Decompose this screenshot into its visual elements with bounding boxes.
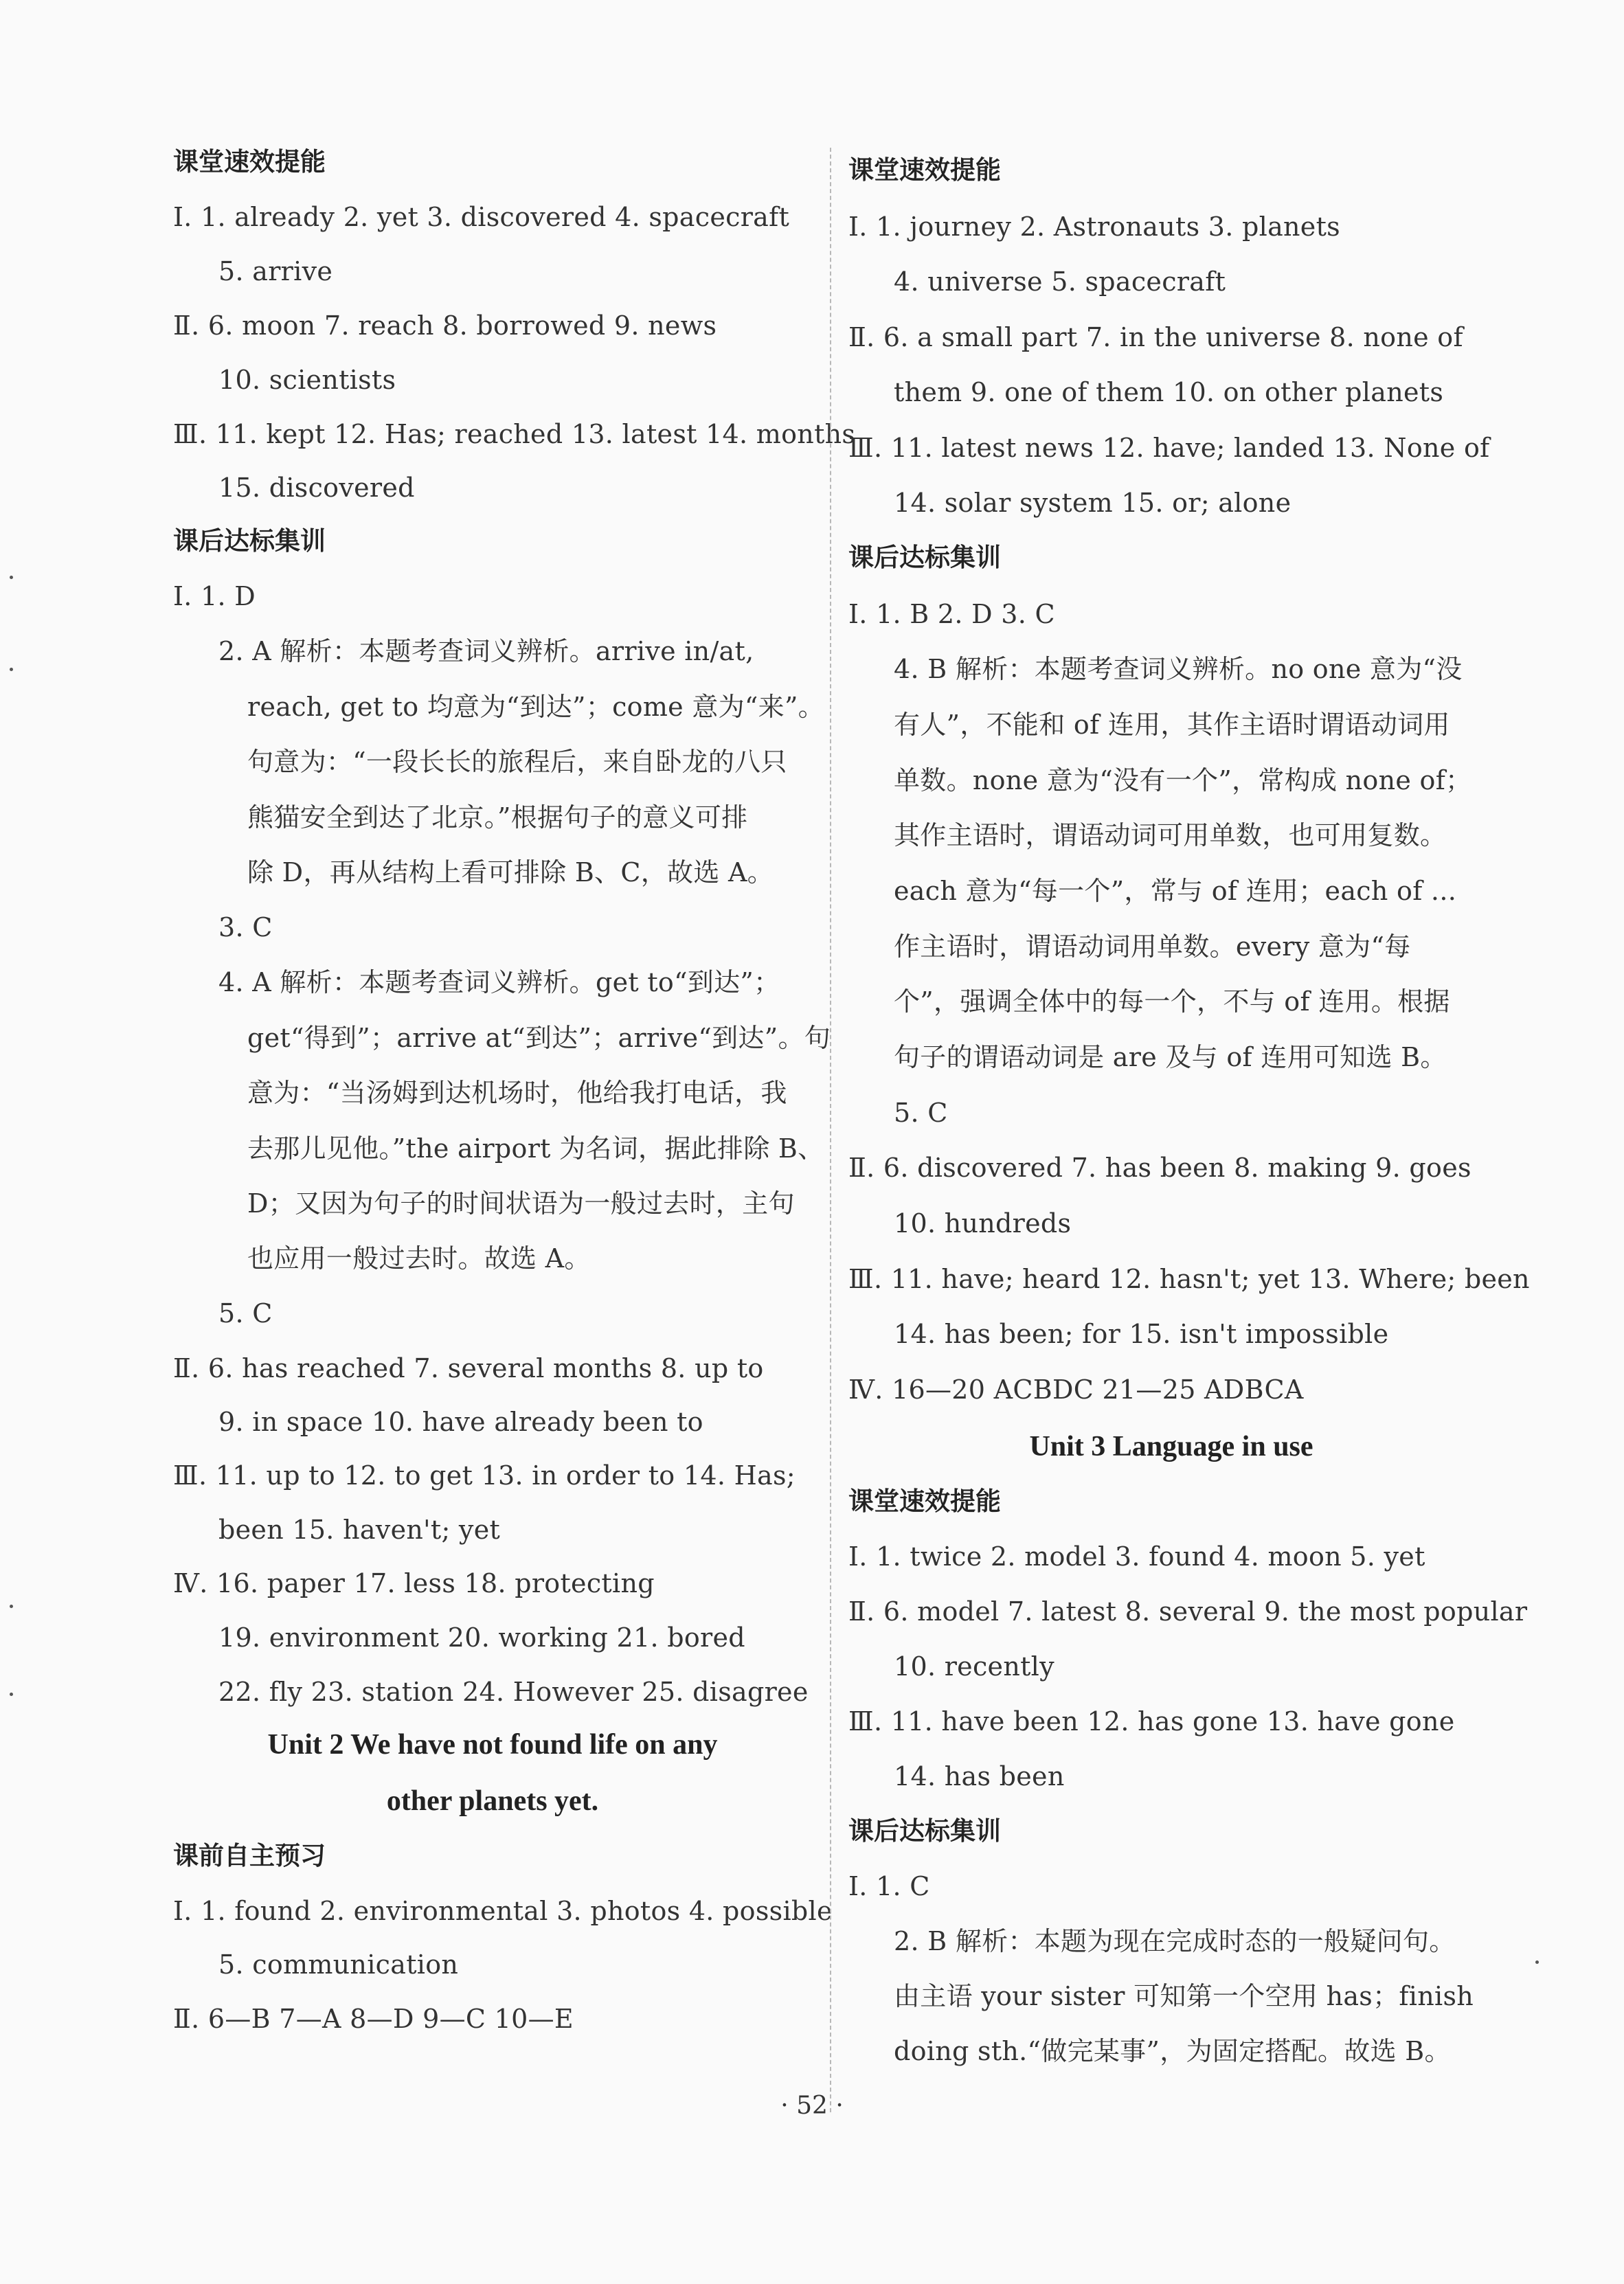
explanation-line: 也应用一般过去时。故选 A。 [247,1243,591,1274]
explanation-line: D；又因为句子的时间状语为一般过去时，主句 [247,1188,795,1219]
scan-speck [10,1605,13,1608]
answer-line: Ⅱ. 6—B 7—A 8—D 9—C 10—E [173,2004,574,2034]
answer-line: 19. environment 20. working 21. bored [218,1622,745,1653]
answer-line: Ⅰ. 1. journey 2. Astronauts 3. planets [848,212,1340,242]
answer-line: Ⅲ. 11. have; heard 12. hasn't; yet 13. Where; been [848,1264,1530,1294]
answer-line: 4. universe 5. spacecraft [894,267,1226,297]
explanation-line: 句意为：“一段长长的旅程后，来自卧龙的八只 [247,747,787,777]
explanation-line: reach, get to 均意为“到达”；come 意为“来”。 [247,692,824,722]
answer-line: 14. solar system 15. or; alone [894,488,1292,518]
explanation-line: 有人”，不能和 of 连用，其作主语时谓语动词用 [894,710,1450,740]
answer-line: Ⅲ. 11. latest news 12. have; landed 13. None of [848,433,1490,463]
answer-line: Ⅱ. 6. model 7. latest 8. several 9. the most popular [848,1596,1528,1627]
explanation-line: each 意为“每一个”，常与 of 连用；each of ... [894,876,1457,906]
answer-line: Ⅳ. 16—20 ACBDC 21—25 ADBCA [848,1375,1304,1405]
scan-speck [10,668,13,671]
explanation-line: 其作主语时，谓语动词可用单数，也可用复数。 [894,820,1447,850]
answer-line: 4. B 解析：本题考查词义辨析。no one 意为“没 [894,654,1463,684]
explanation-line: 意为：“当汤姆到达机场时，他给我打电话，我 [247,1078,787,1108]
answer-line: Ⅰ. 1. D [173,581,256,611]
unit-title-continued: other planets yet. [386,1785,599,1817]
answer-line: been 15. haven't; yet [218,1515,501,1545]
answer-line: 2. B 解析：本题为现在完成时态的一般疑问句。 [894,1926,1456,1956]
answer-line: 22. fly 23. station 24. However 25. disagree [218,1677,809,1707]
answer-line: Ⅳ. 16. paper 17. less 18. protecting [173,1568,655,1598]
section-heading-after-class: 课后达标集训 [173,526,326,556]
scan-speck [10,1693,13,1696]
answer-line: Ⅰ. 1. twice 2. model 3. found 4. moon 5. yet [848,1541,1425,1572]
answer-line: Ⅲ. 11. up to 12. to get 13. in order to 14. Has; [173,1460,796,1491]
explanation-line: 单数。none 意为“没有一个”，常构成 none of； [894,765,1472,795]
answer-line: 10. recently [894,1651,1055,1682]
answer-line: 2. A 解析：本题考查词义辨析。arrive in/at, [218,636,754,666]
section-heading-after-class: 课后达标集训 [848,1816,1001,1846]
explanation-line: 作主语时，谓语动词用单数。every 意为“每 [894,931,1411,962]
answer-line: Ⅱ. 6. discovered 7. has been 8. making 9. goes [848,1153,1471,1183]
answer-line: Ⅲ. 11. kept 12. Has; reached 13. latest 14. months [173,419,856,449]
answer-line: 9. in space 10. have already been to [218,1407,703,1437]
section-heading-classroom: 课堂速效提能 [848,155,1001,185]
answer-line: 14. has been [894,1761,1065,1791]
unit-title: Unit 3 Language in use [1029,1431,1313,1462]
explanation-line: 个”，强调全体中的每一个，不与 of 连用。根据 [894,986,1450,1017]
explanation-line: 熊猫安全到达了北京。”根据句子的意义可排 [247,802,748,833]
explanation-line: 由主语 your sister 可知第一个空用 has；finish [894,1981,1474,2011]
section-heading-after-class: 课后达标集训 [848,543,1001,572]
section-heading-classroom: 课堂速效提能 [173,147,326,177]
explanation-line: 去那儿见他。”the airport 为名词，据此排除 B、 [247,1133,824,1164]
answer-line: Ⅱ. 6. has reached 7. several months 8. up to [173,1353,764,1383]
answer-line: 3. C [218,912,273,942]
answer-line: 5. C [894,1098,948,1128]
answer-line: Ⅱ. 6. a small part 7. in the universe 8. none of [848,322,1463,352]
explanation-line: doing sth.“做完某事”，为固定搭配。故选 B。 [894,2036,1451,2066]
answer-line: 5. C [218,1298,273,1328]
answer-line: 4. A 解析：本题考查词义辨析。get to“到达”； [218,967,780,997]
answer-line: 5. arrive [218,256,333,286]
scan-speck [1535,1960,1539,1964]
explanation-line: 句子的谓语动词是 are 及与 of 连用可知选 B。 [894,1042,1447,1072]
answer-line: 10. scientists [218,365,396,395]
section-heading-preview: 课前自主预习 [173,1841,326,1870]
column-divider [830,148,831,2112]
scan-speck [10,576,13,579]
answer-line: Ⅰ. 1. B 2. D 3. C [848,599,1055,629]
answer-line: Ⅱ. 6. moon 7. reach 8. borrowed 9. news [173,310,717,341]
answer-line: 5. communication [218,1949,459,1980]
section-heading-classroom: 课堂速效提能 [848,1486,1001,1516]
answer-line: Ⅰ. 1. found 2. environmental 3. photos 4. possible [173,1896,833,1926]
answer-line: them 9. one of them 10. on other planets [894,377,1444,407]
answer-line: Ⅰ. 1. C [848,1871,930,1901]
answer-line: 14. has been; for 15. isn't impossible [894,1319,1389,1349]
unit-title: Unit 2 We have not found life on any [267,1729,718,1761]
answer-line: Ⅲ. 11. have been 12. has gone 13. have gone [848,1706,1455,1737]
explanation-line: get“得到”；arrive at“到达”；arrive“到达”。句 [247,1023,831,1053]
explanation-line: 除 D，再从结构上看可排除 B、C，故选 A。 [247,857,774,887]
answer-line: 15. discovered [218,473,415,503]
answer-line: Ⅰ. 1. already 2. yet 3. discovered 4. spacecraft [173,202,790,232]
answer-line: 10. hundreds [894,1208,1072,1239]
page-number: · 52 · [780,2092,844,2120]
